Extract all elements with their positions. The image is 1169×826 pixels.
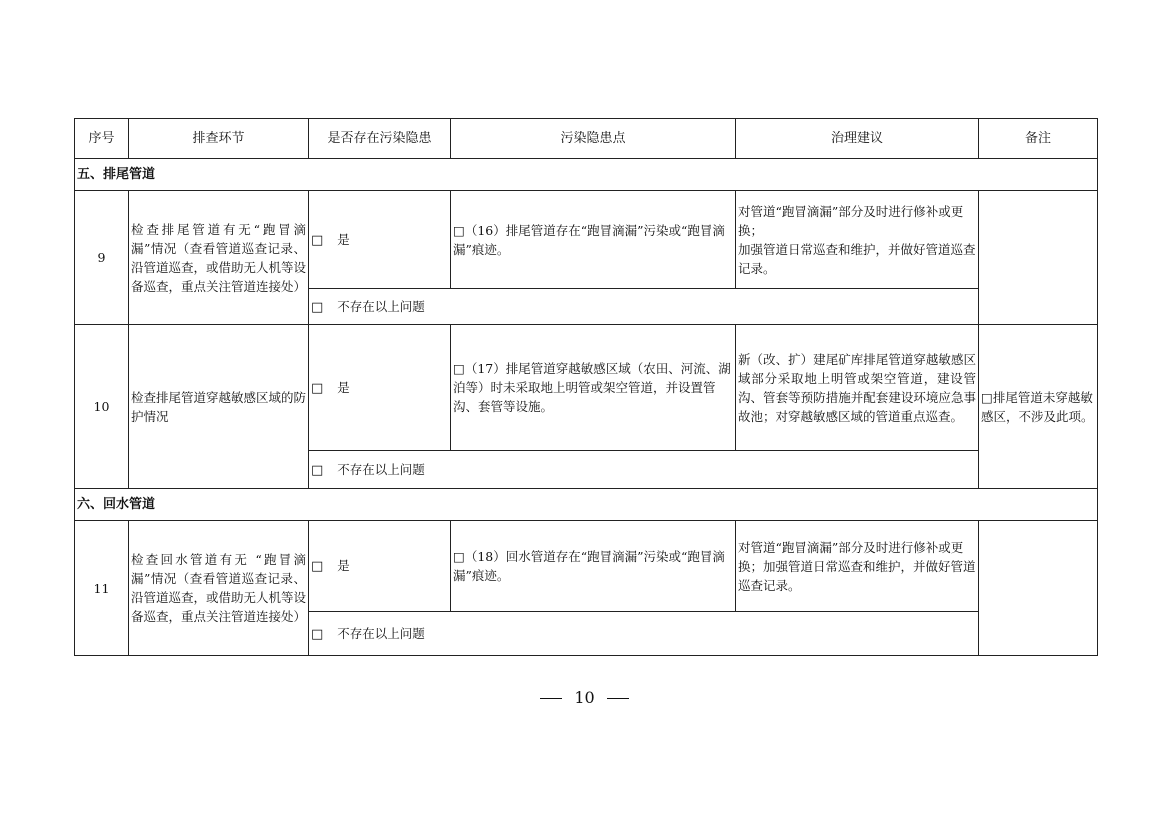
footer-dash-left	[540, 698, 562, 699]
remark-text: 排尾管道未穿越敏感区，不涉及此项。	[981, 389, 1094, 424]
table-row	[75, 191, 1098, 289]
section-row	[75, 489, 1098, 521]
hazard-point-text: （17）排尾管道穿越敏感区域（农田、河流、湖泊等）时未采取地上明管或架空管道，并设置管沟、套管等设施。	[453, 361, 731, 414]
hazard-point-cell[interactable]	[451, 191, 736, 289]
checkbox[interactable]: □	[311, 559, 324, 574]
hazard-point-cell[interactable]	[451, 325, 736, 451]
none-label: 不存在以上问题	[337, 625, 425, 641]
none-option-cell[interactable]	[309, 289, 979, 325]
yes-label: 是	[337, 231, 350, 247]
section-row	[75, 159, 1098, 191]
exists-yes-cell[interactable]	[309, 325, 451, 451]
remark-cell[interactable]	[979, 325, 1098, 489]
check-link: 检查回水管道有无 “跑冒滴漏”情况（查看管道巡查记录、沿管道巡查，或借助无人机等设备巡查，重点关注管道连接处）	[129, 521, 309, 656]
advice-text: 新（改、扩）建尾矿库排尾管道穿越敏感区域部分采取地上明管或架空管道，建设管沟、管套等预防措施并配套建设环境应急事故池；对穿越敏感区域的管道重点巡查。	[736, 325, 979, 451]
exists-yes-cell[interactable]	[309, 191, 451, 289]
row-number: 11	[75, 521, 129, 656]
none-label: 不存在以上问题	[337, 298, 425, 314]
header-advice: 治理建议	[736, 119, 979, 159]
exists-yes-cell[interactable]	[309, 521, 451, 612]
remark-cell	[979, 191, 1098, 325]
remark-cell	[979, 521, 1098, 656]
none-label: 不存在以上问题	[337, 461, 425, 477]
checkbox[interactable]: □	[453, 222, 465, 238]
checkbox[interactable]: □	[311, 232, 324, 248]
table-row	[75, 325, 1098, 451]
checkbox[interactable]: □	[453, 549, 465, 564]
none-option-cell[interactable]	[309, 612, 979, 656]
row-number: 10	[75, 325, 129, 489]
page-number: 10	[574, 688, 595, 707]
section-title: 六、回水管道	[75, 489, 1098, 521]
footer-dash-right	[607, 698, 629, 699]
checkbox[interactable]: □	[311, 299, 324, 315]
checkbox[interactable]: □	[311, 380, 324, 396]
advice-text: 对管道“跑冒滴漏”部分及时进行修补或更换；加强管道日常巡查和维护，并做好管道巡查记录。	[736, 521, 979, 612]
section-title: 五、排尾管道	[75, 159, 1098, 191]
check-link: 检查排尾管道有无“跑冒滴漏”情况（查看管道巡查记录、沿管道巡查，或借助无人机等设备巡查，重点关注管道连接处）	[129, 191, 309, 325]
checkbox[interactable]: □	[981, 389, 993, 405]
header-no: 序号	[75, 119, 129, 159]
yes-label: 是	[337, 558, 350, 573]
header-remark: 备注	[979, 119, 1098, 159]
inspection-table	[74, 118, 1098, 656]
header-points: 污染隐患点	[451, 119, 736, 159]
advice-text: 对管道“跑冒滴漏”部分及时进行修补或更换； 加强管道日常巡查和维护，并做好管道巡查记录。	[736, 191, 979, 289]
header-row	[75, 119, 1098, 159]
header-exists: 是否存在污染隐患	[309, 119, 451, 159]
yes-label: 是	[337, 379, 350, 395]
none-option-cell[interactable]	[309, 451, 979, 489]
page-footer	[0, 688, 1169, 707]
checkbox[interactable]: □	[453, 361, 465, 376]
header-link: 排查环节	[129, 119, 309, 159]
checkbox[interactable]: □	[311, 626, 324, 642]
row-number: 9	[75, 191, 129, 325]
check-link: 检查排尾管道穿越敏感区域的防护情况	[129, 325, 309, 489]
hazard-point-text: （16）排尾管道存在“跑冒滴漏”污染或“跑冒滴漏”痕迹。	[453, 222, 725, 257]
table-row	[75, 521, 1098, 612]
hazard-point-text: （18）回水管道存在“跑冒滴漏”污染或“跑冒滴漏”痕迹。	[453, 549, 725, 583]
checkbox[interactable]: □	[311, 462, 324, 478]
hazard-point-cell[interactable]	[451, 521, 736, 612]
